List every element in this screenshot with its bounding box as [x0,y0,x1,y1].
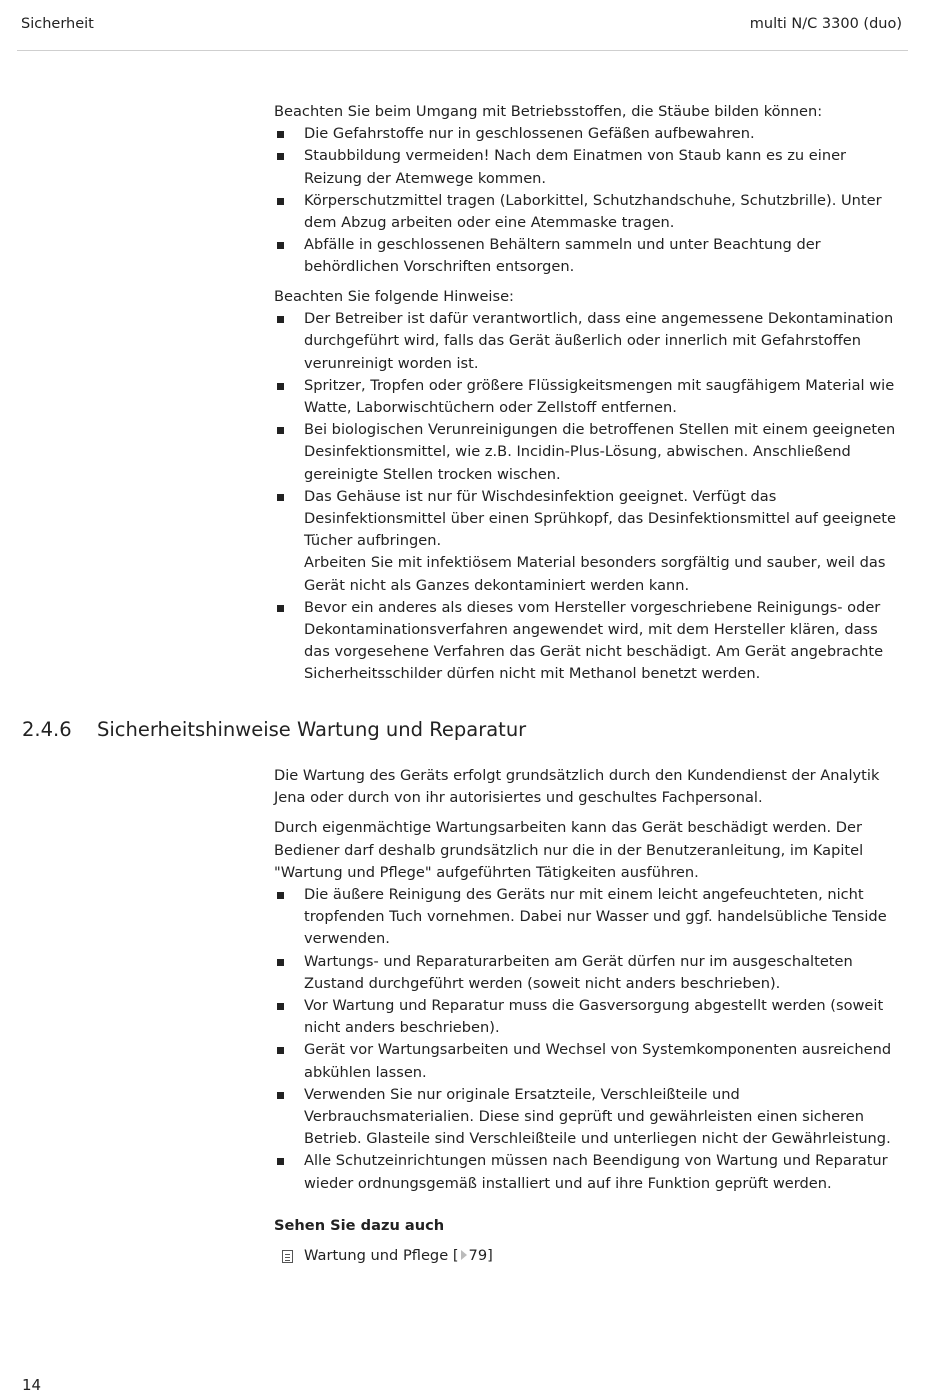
dust-handling-block [274,101,906,279]
bullet-icon [277,198,284,205]
bullet-icon [277,427,284,434]
arrow-right-icon [461,1250,467,1260]
bullet-icon [277,1092,284,1099]
list-item: Bevor ein anderes als dieses vom Hersteller vorgeschriebene Reinigungs- oder Dekontaminationsverfahren angewendet wird, mit dem Hersteller klären, dass das vorgesehene Verfahren das Gerät nicht beschädigt. Am Gerät angebrachte Sicherheitsschilder dürfen nicht mit Methanol benetzt werden. [274,597,906,686]
bullet-icon [277,959,284,966]
list-item: Vor Wartung und Reparatur muss die Gasversorgung abgestellt werden (soweit nicht anders beschrieben). [274,995,906,1039]
dust-intro: Beachten Sie beim Umgang mit Betriebsstoffen, die Stäube bilden können: [274,103,823,120]
bullet-icon [277,892,284,899]
bullet-icon [277,131,284,138]
maintenance-list [274,884,906,1195]
dust-list [274,123,906,278]
bullet-icon [277,242,284,249]
list-item: Alle Schutzeinrichtungen müssen nach Beendigung von Wartung und Reparatur wieder ordnungsgemäß installiert und auf ihre Funktion geprüft werden. [274,1150,906,1194]
notes-block [274,286,906,686]
document-icon [282,1250,293,1263]
list-item-note: Arbeiten Sie mit infektiösem Material besonders sorgfältig und sauber, weil das Gerät nicht als Ganzes dekontaminiert werden kann. [304,554,886,594]
see-also-link[interactable]: Wartung und Pflege [ 79] [274,1245,906,1267]
notes-intro: Beachten Sie folgende Hinweise: [274,288,514,305]
bullet-icon [277,153,284,160]
section-title: Sicherheitshinweise Wartung und Reparatur [97,718,527,741]
bullet-icon [277,1158,284,1165]
bullet-icon [277,1047,284,1054]
bullet-icon [277,605,284,612]
page-number: 14 [22,1376,42,1394]
list-item: Das Gehäuse ist nur für Wischdesinfektion geeignet. Verfügt das Desinfektionsmittel über einen Sprühkopf, das Desinfektionsmittel auf geeignete Tücher aufbringen. Arbeiten Sie mit infektiösem Material besonders sorgfältig und sauber, weil das Gerät nicht als Ganzes dekontaminiert werden kann. [274,486,906,597]
list-item: Bei biologischen Verunreinigungen die betroffenen Stellen mit einem geeigneten Desinfektionsmittel, wie z.B. Incidin-Plus-Lösung, abwischen. Anschließend gereinigte Stellen trocken wischen. [274,419,906,486]
see-also-page: 79] [468,1247,493,1265]
maintenance-block [274,765,906,1195]
bullet-icon [277,383,284,390]
list-item: Körperschutzmittel tragen (Laborkittel, Schutzhandschuhe, Schutzbrille). Unter dem Abzug arbeiten oder eine Atemmaske tragen. [274,190,906,234]
header-divider [17,50,908,51]
maintenance-paragraph-1: Die Wartung des Geräts erfolgt grundsätzlich durch den Kundendienst der Analytik Jena oder durch von ihr autorisiertes und geschultes Fachpersonal. [274,767,880,807]
maintenance-paragraph-2: Durch eigenmächtige Wartungsarbeiten kann das Gerät beschädigt werden. Der Bediener darf deshalb grundsätzlich nur die in der Benutzeranleitung, im Kapitel "Wartung und Pflege" aufgeführten Tätigkeiten ausführen. [274,819,864,881]
running-header-product: multi N/C 3300 (duo) [749,16,902,32]
list-item: Abfälle in geschlossenen Behältern sammeln und unter Beachtung der behördlichen Vorschriften entsorgen. [274,234,906,278]
list-item: Verwenden Sie nur originale Ersatzteile, Verschleißteile und Verbrauchsmaterialien. Diese sind geprüft und gewährleisten einen sicheren Betrieb. Glasteile sind Verschleißteile und unterliegen nicht der Gewährleistung. [274,1084,906,1151]
bullet-icon [277,316,284,323]
see-also-heading: Sehen Sie dazu auch [274,1217,445,1234]
list-item: Wartungs- und Reparaturarbeiten am Gerät dürfen nur im ausgeschalteten Zustand durchgeführt werden (soweit nicht anders beschrieben). [274,951,906,995]
see-also-block [274,1215,906,1267]
list-item: Die äußere Reinigung des Geräts nur mit einem leicht angefeuchteten, nicht tropfenden Tuch vornehmen. Dabei nur Wasser und ggf. handelsübliche Tenside verwenden. [274,884,906,951]
bullet-icon [277,494,284,501]
list-item: Staubbildung vermeiden! Nach dem Einatmen von Staub kann es zu einer Reizung der Atemwege kommen. [274,145,906,189]
section-heading [22,718,526,741]
list-item: Die Gefahrstoffe nur in geschlossenen Gefäßen aufbewahren. [274,123,906,145]
notes-list [274,308,906,685]
list-item: Der Betreiber ist dafür verantwortlich, dass eine angemessene Dekontamination durchgeführt wird, falls das Gerät äußerlich oder innerlich mit Gefahrstoffen verunreinigt worden ist. [274,308,906,375]
running-header-section: Sicherheit [21,16,94,32]
list-item: Gerät vor Wartungsarbeiten und Wechsel von Systemkomponenten ausreichend abkühlen lassen. [274,1039,906,1083]
bullet-icon [277,1003,284,1010]
list-item: Spritzer, Tropfen oder größere Flüssigkeitsmengen mit saugfähigem Material wie Watte, Laborwischtüchern oder Zellstoff entfernen. [274,375,906,419]
section-number: 2.4.6 [22,718,72,741]
see-also-link-text[interactable]: Wartung und Pflege [304,1247,449,1265]
